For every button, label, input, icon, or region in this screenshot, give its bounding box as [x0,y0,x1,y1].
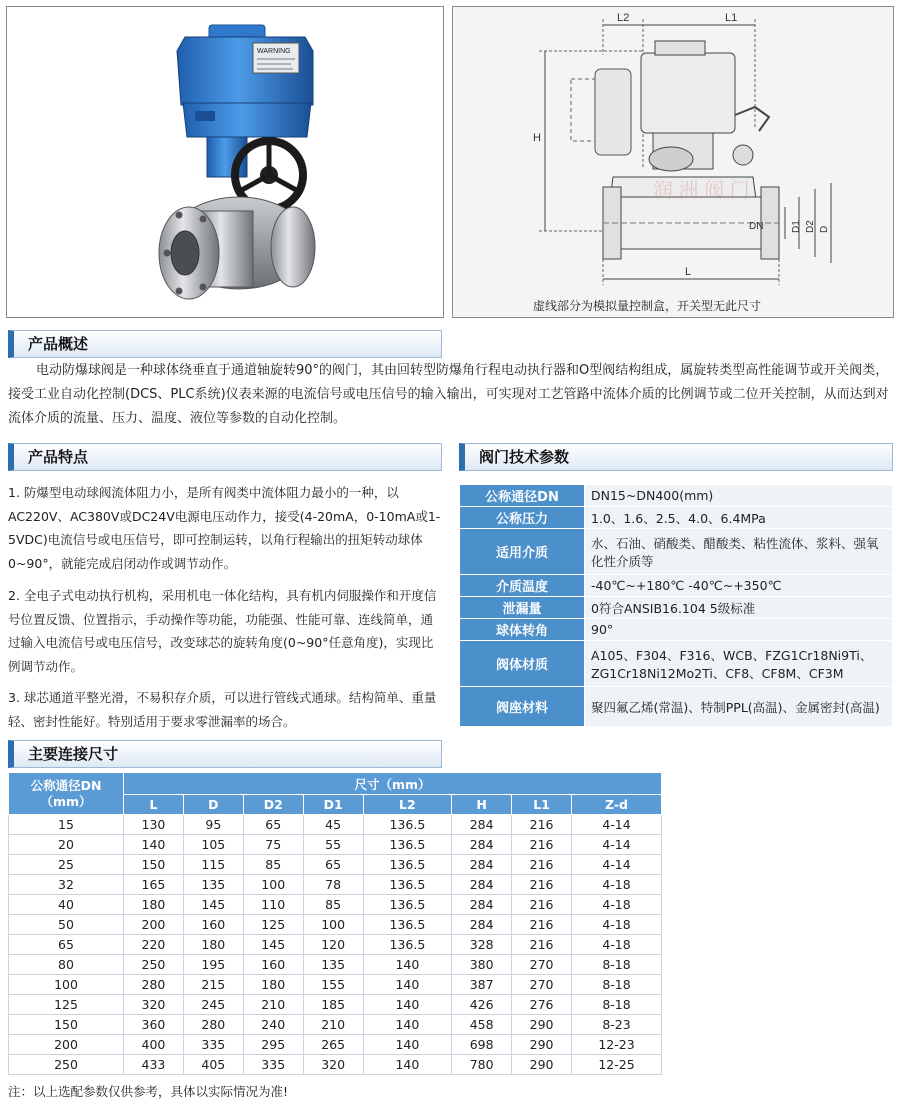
dim-label-d: D [819,225,830,233]
param-value: 水、石油、硝酸类、醋酸类、粘性流体、浆料、强氧化性介质等 [585,529,893,575]
param-key: 适用介质 [460,529,585,575]
param-value: -40℃~+180℃ -40℃~+350℃ [585,575,893,597]
dimension-cell: 100 [243,875,303,895]
param-key: 介质温度 [460,575,585,597]
dn-cell: 50 [9,915,124,935]
dimension-cell: 140 [363,955,452,975]
dimension-cell: 125 [243,915,303,935]
table-row [9,975,662,995]
dimension-cell: 140 [124,835,184,855]
dimension-cell: 426 [452,995,512,1015]
dimension-cell: 105 [183,835,243,855]
param-value: 0符合ANSIB16.104 5级标准 [585,597,893,619]
dimension-cell: 180 [124,895,184,915]
params-header: 阀门技术参数 [459,443,893,471]
dn-cell: 250 [9,1055,124,1075]
column-header: L2 [363,795,452,815]
dimension-cell: 136.5 [363,835,452,855]
dimension-cell: 216 [512,855,572,875]
dn-cell: 150 [9,1015,124,1035]
dimension-cell: 4-18 [572,915,662,935]
dimension-cell: 140 [363,1035,452,1055]
dimension-cell: 220 [124,935,184,955]
param-value: 1.0、1.6、2.5、4.0、6.4MPa [585,507,893,529]
param-row [460,485,893,507]
dimension-cell: 140 [363,975,452,995]
dimension-cell: 284 [452,835,512,855]
dn-cell: 40 [9,895,124,915]
param-row [460,619,893,641]
dimension-cell: 12-25 [572,1055,662,1075]
param-value: A105、F304、F316、WCB、FZG1Cr18Ni9Ti、ZG1Cr18Ni12Mo2Ti、CF8、CF8M、CF3M [585,641,893,687]
dimension-cell: 4-14 [572,815,662,835]
param-value: DN15~DN400(mm) [585,485,893,507]
dimension-cell: 380 [452,955,512,975]
dimension-cell: 78 [303,875,363,895]
dimension-cell: 280 [183,1015,243,1035]
dimension-cell: 165 [124,875,184,895]
dim-label-l1: L1 [725,12,738,24]
column-header: D [183,795,243,815]
dn-cell: 65 [9,935,124,955]
dim-label-h: H [533,132,541,144]
dimension-cell: 216 [512,815,572,835]
dimension-cell: 320 [124,995,184,1015]
dimension-cell: 95 [183,815,243,835]
dimension-cell: 8-18 [572,995,662,1015]
overview-header: 产品概述 [8,330,442,358]
dimension-cell: 216 [512,835,572,855]
dimension-cell: 276 [512,995,572,1015]
dimension-cell: 8-18 [572,975,662,995]
dimension-cell: 284 [452,815,512,835]
dimension-cell: 8-23 [572,1015,662,1035]
dimension-cell: 280 [124,975,184,995]
dimension-cell: 250 [124,955,184,975]
feature-item-1: 1. 防爆型电动球阀流体阻力小，是所有阀类中流体阻力最小的一种，以AC220V、AC380V或DC24V电源电压动作力，接受(4-20mA，0-10mA或1-5VDC)电流信号或电压信号，即可控制运转，以角行程输出的扭矩转动球体0~90°，就能完成启闭动作或调节动作。 [8,485,441,571]
dn-cell: 100 [9,975,124,995]
dimension-cell: 185 [303,995,363,1015]
table-row [9,835,662,855]
dimension-cell: 335 [243,1055,303,1075]
dimension-cell: 140 [363,1055,452,1075]
column-header: D1 [303,795,363,815]
dimension-cell: 65 [303,855,363,875]
dn-cell: 32 [9,875,124,895]
dimension-cell: 216 [512,915,572,935]
dimension-cell: 270 [512,955,572,975]
dimension-cell: 135 [303,955,363,975]
column-header: Z-d [572,795,662,815]
product-photo-panel [6,6,444,318]
dimension-cell: 75 [243,835,303,855]
dn-cell: 200 [9,1035,124,1055]
dimension-cell: 284 [452,855,512,875]
dimension-cell: 55 [303,835,363,855]
dimension-cell: 115 [183,855,243,875]
table-row [9,935,662,955]
dimension-cell: 145 [183,895,243,915]
param-key: 泄漏量 [460,597,585,619]
dimension-cell: 216 [512,875,572,895]
dimension-cell: 140 [363,1015,452,1035]
dimension-cell: 433 [124,1055,184,1075]
dimension-cell: 110 [243,895,303,915]
column-header: D2 [243,795,303,815]
dimension-cell: 290 [512,1015,572,1035]
table-row [9,875,662,895]
dimension-cell: 195 [183,955,243,975]
dimension-cell: 284 [452,895,512,915]
valve-photo [7,7,443,317]
size-group-header: 尺寸（mm） [124,773,662,795]
dimension-cell: 120 [303,935,363,955]
dimension-cell: 200 [124,915,184,935]
dn-cell: 80 [9,955,124,975]
dimension-cell: 210 [303,1015,363,1035]
dimension-cell: 698 [452,1035,512,1055]
dimensions-table [8,772,662,1075]
feature-item-2: 2. 全电子式电动执行机构，采用机电一体化结构，具有机内伺服操作和开度信号位置反馈、位置指示，手动操作等功能，功能强、性能可靠、连线简单，通过输入电流信号或电压信号，改变球芯的旋转角度(0~90°任意角度)，实现比例调节动作。 [8,588,437,674]
dimension-cell: 4-18 [572,935,662,955]
params-table [459,484,893,727]
dimension-cell: 216 [512,935,572,955]
dimension-cell: 4-18 [572,895,662,915]
dimension-cell: 65 [243,815,303,835]
dimension-cell: 360 [124,1015,184,1035]
dim-label-d1: D1 [791,220,802,233]
dimension-cell: 265 [303,1035,363,1055]
dimension-cell: 180 [243,975,303,995]
dimension-cell: 387 [452,975,512,995]
dimension-cell: 400 [124,1035,184,1055]
dimension-cell: 245 [183,995,243,1015]
param-key: 阀座材料 [460,687,585,727]
table-row [9,1015,662,1035]
dimension-cell: 45 [303,815,363,835]
dimension-cell: 136.5 [363,915,452,935]
dimension-cell: 180 [183,935,243,955]
dim-label-l2: L2 [617,12,630,24]
dimension-cell: 335 [183,1035,243,1055]
param-row [460,641,893,687]
dn-cell: 15 [9,815,124,835]
dimension-cell: 85 [303,895,363,915]
dimension-cell: 780 [452,1055,512,1075]
dimension-cell: 328 [452,935,512,955]
dimension-cell: 405 [183,1055,243,1075]
dimension-cell: 12-23 [572,1035,662,1055]
feature-item-3: 3. 球芯通道平整光滑，不易积存介质，可以进行管线式通球。结构简单、重量轻、密封性能好。特别适用于要求零泄漏率的场合。 [8,690,437,729]
dimension-cell: 136.5 [363,855,452,875]
dimension-cell: 135 [183,875,243,895]
dimension-cell: 130 [124,815,184,835]
dimension-cell: 270 [512,975,572,995]
column-header: L1 [512,795,572,815]
dim-label-l: L [685,266,692,278]
dimension-cell: 160 [183,915,243,935]
warning-label: WARNING [257,48,291,55]
dimension-cell: 150 [124,855,184,875]
dimension-cell: 136.5 [363,895,452,915]
dimensions-header: 主要连接尺寸 [8,740,442,768]
table-row [9,995,662,1015]
dimension-cell: 295 [243,1035,303,1055]
param-value: 聚四氟乙烯(常温)、特制PPL(高温)、金属密封(高温) [585,687,893,727]
param-key: 阀体材质 [460,641,585,687]
table-row [9,1055,662,1075]
dimension-cell: 320 [303,1055,363,1075]
features-header: 产品特点 [8,443,442,471]
dimension-cell: 160 [243,955,303,975]
table-row [9,855,662,875]
dimension-drawing [453,7,893,291]
dimension-drawing-panel [452,6,894,318]
dn-column-header: 公称通径DN（mm） [9,773,124,815]
dimension-cell: 290 [512,1035,572,1055]
column-header: H [452,795,512,815]
overview-text: 电动防爆球阀是一种球体绕垂直于通道轴旋转90°的阀门，其由回转型防爆角行程电动执行器和O型阀结构组成，属旋转类型高性能调节或开关阀类，接受工业自动化控制(DCS、PLC系统)仪表来源的电流信号或电压信号的输入输出，可实现对工艺管路中流体介质的比例调节或二位开关控制，从而达到对流体介质的流量、压力、温度、液位等参数的自动化控制。 [8,363,889,426]
dimension-cell: 136.5 [363,815,452,835]
dimension-cell: 136.5 [363,875,452,895]
dn-cell: 20 [9,835,124,855]
param-row [460,597,893,619]
dim-label-dn: DN [749,221,764,232]
param-row [460,687,893,727]
svg-text:润 洲 阀 门: 润 洲 阀 门 [653,180,750,202]
drawing-caption: 虚线部分为模拟量控制盒，开关型无此尺寸 [533,299,762,313]
dim-label-d2: D2 [805,220,816,233]
dimension-cell: 155 [303,975,363,995]
column-header: L [124,795,184,815]
param-key: 球体转角 [460,619,585,641]
dn-cell: 125 [9,995,124,1015]
param-key: 公称压力 [460,507,585,529]
dimension-cell: 145 [243,935,303,955]
dimension-cell: 4-14 [572,855,662,875]
dimension-cell: 85 [243,855,303,875]
param-row [460,507,893,529]
param-value: 90° [585,619,893,641]
dimension-cell: 4-14 [572,835,662,855]
table-row [9,915,662,935]
table-row [9,815,662,835]
dimension-cell: 8-18 [572,955,662,975]
dimension-cell: 458 [452,1015,512,1035]
dimension-cell: 284 [452,915,512,935]
param-key: 公称通径DN [460,485,585,507]
dimension-cell: 290 [512,1055,572,1075]
table-row [9,1035,662,1055]
param-row [460,575,893,597]
dimension-cell: 4-18 [572,875,662,895]
dimension-cell: 136.5 [363,935,452,955]
table-row [9,895,662,915]
param-row [460,529,893,575]
dimension-cell: 216 [512,895,572,915]
table-row [9,955,662,975]
dimensions-table-body [9,815,662,1075]
dimension-cell: 215 [183,975,243,995]
dimension-cell: 140 [363,995,452,1015]
dimension-cell: 284 [452,875,512,895]
footnote: 注：以上选配参数仅供参考，具体以实际情况为准! [8,1084,289,1099]
dimension-cell: 240 [243,1015,303,1035]
dimension-cell: 100 [303,915,363,935]
dimension-cell: 210 [243,995,303,1015]
dn-cell: 25 [9,855,124,875]
